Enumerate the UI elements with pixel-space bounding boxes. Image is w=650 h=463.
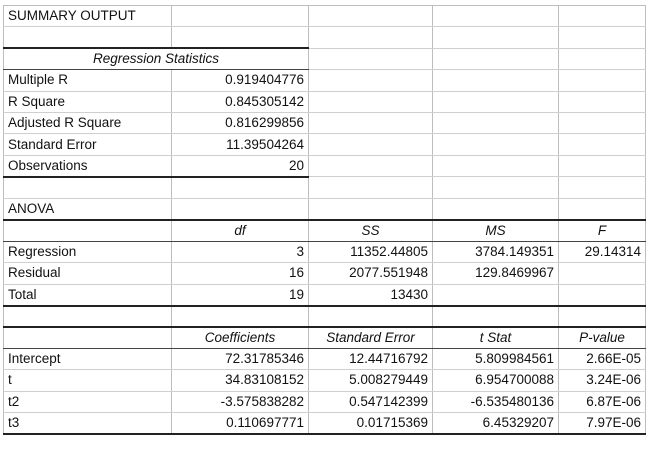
cell[interactable] [4,177,172,198]
coef-row [4,348,646,369]
stat-row [4,155,646,177]
coef-value[interactable]: 0.110697771 [172,413,309,435]
anova-ss[interactable]: 13430 [309,284,433,306]
stat-value[interactable]: 0.816299856 [172,113,309,134]
cell[interactable] [433,48,559,70]
stat-label[interactable]: Standard Error [4,134,172,155]
stat-row [4,91,646,112]
cell[interactable] [172,198,309,220]
cell[interactable] [309,6,433,27]
anova-f[interactable] [559,284,646,306]
anova-row-label[interactable]: Regression [4,241,172,262]
cell[interactable] [172,27,309,48]
cell[interactable] [309,70,433,91]
regression-statistics-header[interactable]: Regression Statistics [4,48,309,70]
stat-label[interactable]: Adjusted R Square [4,113,172,134]
cell[interactable] [433,70,559,91]
coef-p-value[interactable]: 7.97E-06 [559,413,646,435]
cell[interactable] [433,91,559,112]
cell[interactable] [172,177,309,198]
stat-value[interactable]: 0.919404776 [172,70,309,91]
anova-ss[interactable]: 2077.551948 [309,263,433,284]
cell[interactable] [559,306,646,327]
coef-header-coefficients[interactable]: Coefficients [172,327,309,349]
cell[interactable] [309,134,433,155]
anova-row [4,284,646,306]
cell[interactable] [433,27,559,48]
sheet-row [4,27,646,48]
cell[interactable] [559,48,646,70]
coef-standard-error[interactable]: 0.547142399 [309,391,433,412]
coef-standard-error[interactable]: 12.44716792 [309,348,433,369]
stat-value[interactable]: 11.39504264 [172,134,309,155]
cell[interactable] [559,155,646,177]
summary-title[interactable]: SUMMARY OUTPUT [4,6,172,27]
cell[interactable] [433,198,559,220]
anova-row-label[interactable]: Residual [4,263,172,284]
cell[interactable] [309,91,433,112]
cell[interactable] [309,113,433,134]
stat-value[interactable]: 0.845305142 [172,91,309,112]
coef-t-stat[interactable]: -6.535480136 [433,391,559,412]
cell[interactable] [559,113,646,134]
coef-value[interactable]: 34.83108152 [172,370,309,391]
coef-row-label[interactable]: Intercept [4,348,172,369]
cell[interactable] [4,220,172,242]
anova-header-df[interactable]: df [172,220,309,242]
anova-df[interactable]: 16 [172,263,309,284]
cell[interactable] [433,6,559,27]
stat-row [4,70,646,91]
cell[interactable] [559,6,646,27]
anova-row [4,263,646,284]
regression-output-grid [3,5,646,435]
cell[interactable] [172,306,309,327]
coef-row-label[interactable]: t [4,370,172,391]
sheet-row [4,198,646,220]
coef-t-stat[interactable]: 6.45329207 [433,413,559,435]
cell[interactable] [559,27,646,48]
cell[interactable] [559,177,646,198]
cell[interactable] [433,113,559,134]
cell[interactable] [559,134,646,155]
cell[interactable] [559,198,646,220]
cell[interactable] [4,27,172,48]
coef-header-standard-error[interactable]: Standard Error [309,327,433,349]
cell[interactable] [309,155,433,177]
anova-header-row [4,220,646,242]
cell[interactable] [309,198,433,220]
coef-row-label[interactable]: t2 [4,391,172,412]
coef-value[interactable]: -3.575838282 [172,391,309,412]
cell[interactable] [309,177,433,198]
cell[interactable] [433,306,559,327]
stat-label[interactable]: R Square [4,91,172,112]
stat-row [4,113,646,134]
coef-standard-error[interactable]: 5.008279449 [309,370,433,391]
coef-p-value[interactable]: 3.24E-06 [559,370,646,391]
cell[interactable] [433,177,559,198]
anova-ms[interactable] [433,284,559,306]
stat-value[interactable]: 20 [172,155,309,177]
coef-row [4,391,646,412]
coef-header-t-stat[interactable]: t Stat [433,327,559,349]
anova-f[interactable]: 29.14314 [559,241,646,262]
cell[interactable] [559,91,646,112]
anova-ss[interactable]: 11352.44805 [309,241,433,262]
coef-p-value[interactable]: 6.87E-06 [559,391,646,412]
sheet-row [4,6,646,27]
cell[interactable] [309,27,433,48]
cell[interactable] [433,155,559,177]
stat-label[interactable]: Multiple R [4,70,172,91]
anova-df[interactable]: 3 [172,241,309,262]
sheet-row [4,177,646,198]
cell[interactable] [433,134,559,155]
anova-header-ms[interactable]: MS [433,220,559,242]
stat-row [4,134,646,155]
coef-value[interactable]: 72.31785346 [172,348,309,369]
coef-header-p-value[interactable]: P-value [559,327,646,349]
anova-ms[interactable]: 3784.149351 [433,241,559,262]
coef-t-stat[interactable]: 6.954700088 [433,370,559,391]
coef-row-label[interactable]: t3 [4,413,172,435]
coef-row [4,413,646,435]
coef-header-row [4,327,646,349]
cell[interactable] [309,306,433,327]
coef-row [4,370,646,391]
anova-f[interactable] [559,263,646,284]
sheet-row [4,48,646,70]
cell[interactable] [559,70,646,91]
anova-row [4,241,646,262]
anova-df[interactable]: 19 [172,284,309,306]
coef-p-value[interactable]: 2.66E-05 [559,348,646,369]
cell[interactable] [4,306,172,327]
anova-row-label[interactable]: Total [4,284,172,306]
anova-header-ss[interactable]: SS [309,220,433,242]
coef-standard-error[interactable]: 0.01715369 [309,413,433,435]
anova-header-f[interactable]: F [559,220,646,242]
cell[interactable] [4,327,172,349]
anova-ms[interactable]: 129.8469967 [433,263,559,284]
stat-label[interactable]: Observations [4,155,172,177]
coef-t-stat[interactable]: 5.809984561 [433,348,559,369]
cell[interactable] [309,48,433,70]
sheet-row [4,306,646,327]
anova-title[interactable]: ANOVA [4,198,172,220]
cell[interactable] [172,6,309,27]
